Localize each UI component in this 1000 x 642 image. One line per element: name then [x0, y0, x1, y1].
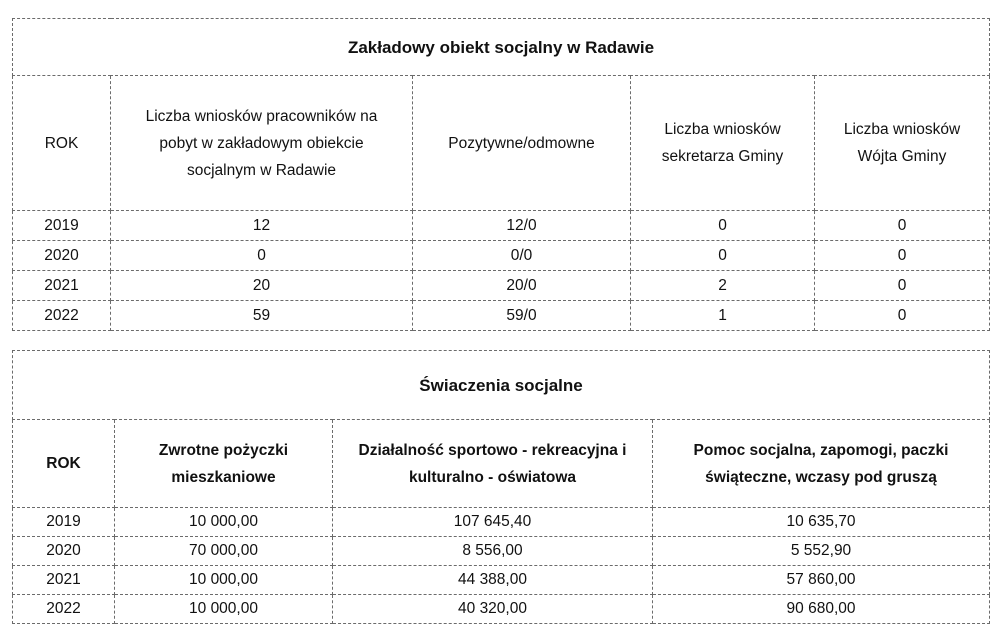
cell-mayor: 0 [815, 211, 990, 241]
cell-secretary: 0 [631, 241, 815, 271]
table-row [13, 537, 990, 566]
header-housing-loans: Zwrotne pożyczki mieszkaniowe [115, 420, 333, 508]
cell-sport-culture: 44 388,00 [333, 566, 653, 595]
table-row [13, 211, 990, 241]
cell-housing-loans: 70 000,00 [115, 537, 333, 566]
cell-housing-loans: 10 000,00 [115, 508, 333, 537]
cell-year: 2022 [13, 301, 111, 331]
cell-applications: 0 [111, 241, 413, 271]
social-facility-table [12, 18, 990, 331]
header-year: ROK [13, 76, 111, 211]
cell-year: 2022 [13, 595, 115, 624]
header-social-aid: Pomoc socjalna, zapomogi, paczki świąteczne, wczasy pod gruszą [653, 420, 990, 508]
cell-sport-culture: 8 556,00 [333, 537, 653, 566]
cell-social-aid: 57 860,00 [653, 566, 990, 595]
header-year: ROK [13, 420, 115, 508]
table-row [13, 241, 990, 271]
table-title: Świaczenia socjalne [13, 351, 990, 420]
cell-year: 2021 [13, 566, 115, 595]
cell-housing-loans: 10 000,00 [115, 595, 333, 624]
cell-secretary: 1 [631, 301, 815, 331]
header-applications: Liczba wniosków pracowników na pobyt w zakładowym obiekcie socjalnym w Radawie [111, 76, 413, 211]
cell-social-aid: 90 680,00 [653, 595, 990, 624]
table-row [13, 271, 990, 301]
cell-secretary: 0 [631, 211, 815, 241]
cell-year: 2019 [13, 211, 111, 241]
cell-mayor: 0 [815, 271, 990, 301]
table-row [13, 508, 990, 537]
header-sport-culture: Działalność sportowo - rekreacyjna i kulturalno - oświatowa [333, 420, 653, 508]
cell-applications: 59 [111, 301, 413, 331]
cell-social-aid: 5 552,90 [653, 537, 990, 566]
cell-applications: 12 [111, 211, 413, 241]
table-title: Zakładowy obiekt socjalny w Radawie [13, 19, 990, 76]
social-benefits-table [12, 350, 990, 624]
cell-applications: 20 [111, 271, 413, 301]
cell-positive-negative: 20/0 [413, 271, 631, 301]
cell-year: 2021 [13, 271, 111, 301]
header-secretary-applications: Liczba wniosków sekretarza Gminy [631, 76, 815, 211]
cell-sport-culture: 40 320,00 [333, 595, 653, 624]
header-mayor-applications: Liczba wniosków Wójta Gminy [815, 76, 990, 211]
header-positive-negative: Pozytywne/odmowne [413, 76, 631, 211]
cell-year: 2020 [13, 241, 111, 271]
cell-secretary: 2 [631, 271, 815, 301]
cell-sport-culture: 107 645,40 [333, 508, 653, 537]
cell-year: 2019 [13, 508, 115, 537]
table-row [13, 566, 990, 595]
cell-housing-loans: 10 000,00 [115, 566, 333, 595]
cell-year: 2020 [13, 537, 115, 566]
cell-positive-negative: 0/0 [413, 241, 631, 271]
table-row [13, 595, 990, 624]
cell-positive-negative: 12/0 [413, 211, 631, 241]
table-row [13, 301, 990, 331]
cell-positive-negative: 59/0 [413, 301, 631, 331]
cell-social-aid: 10 635,70 [653, 508, 990, 537]
cell-mayor: 0 [815, 301, 990, 331]
cell-mayor: 0 [815, 241, 990, 271]
